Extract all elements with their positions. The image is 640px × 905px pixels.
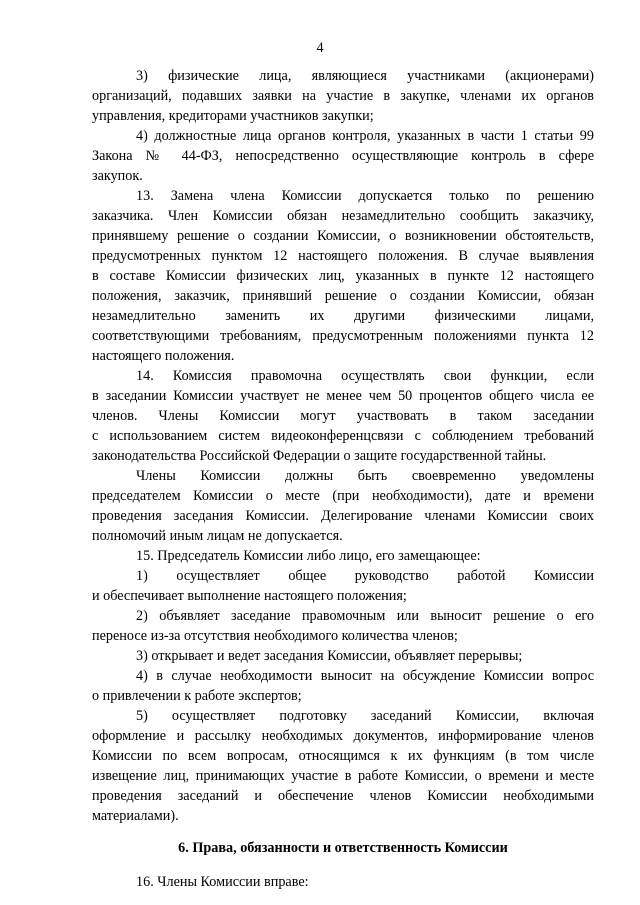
text-line: в составе Комиссии физических лиц, указанных в пункте 12 настоящего	[92, 268, 594, 284]
text-line: положения, заказчик, принявший решение о создании Комиссии, обязан	[92, 288, 594, 304]
text-line: организаций, подавших заявки на участие в закупке, членами их органов	[92, 88, 594, 104]
text-line: Члены Комиссии должны быть своевременно уведомлены	[136, 468, 594, 484]
text-line: 13. Замена члена Комиссии допускается только по решению	[136, 188, 594, 204]
text-line: предусмотренных пунктом 12 настоящего положения. В случае выявления	[92, 248, 594, 264]
text-line: материалами).	[92, 808, 179, 824]
text-line: незамедлительно заменить их другими физическими лицами,	[92, 308, 594, 324]
text-line: 4) в случае необходимости выносит на обсуждение Комиссии вопрос	[136, 668, 594, 684]
text-line: 3) открывает и ведет заседания Комиссии, объявляет перерывы;	[136, 648, 523, 664]
text-line: 1) осуществляет общее руководство работой Комиссии	[136, 568, 594, 584]
text-line: закупок.	[92, 168, 143, 184]
text-line: проведения заседания Комиссии. Делегирование членами Комиссии своих	[92, 508, 594, 524]
text-line: членов. Члены Комиссии могут участвовать в таком заседании	[92, 408, 594, 424]
text-line: соответствующими требованиям, предусмотренным положениями пункта 12	[92, 328, 594, 344]
text-line: законодательства Российской Федерации о защите государственной тайны.	[92, 448, 547, 464]
text-line: настоящего положения.	[92, 348, 235, 364]
text-line: 14. Комиссия правомочна осуществлять свои функции, если	[136, 368, 594, 384]
text-line: о привлечении к работе экспертов;	[92, 688, 302, 704]
text-line: проведения заседаний и обеспечение членов Комиссии необходимыми	[92, 788, 594, 804]
text-line: с использованием систем видеоконференцсвязи с соблюдением требований	[92, 428, 594, 444]
text-line: 4) должностные лица органов контроля, указанных в части 1 статьи 99	[136, 128, 594, 144]
text-line: председателем Комиссии о месте (при необходимости), дате и времени	[92, 488, 594, 504]
text-line: извещение лиц, принимающих участие в работе Комиссии, о времени и месте	[92, 768, 594, 784]
text-line: управления, кредиторами участников закупки;	[92, 108, 374, 124]
text-line: переносе из-за отсутствия необходимого количества членов;	[92, 628, 458, 644]
text-line: и обеспечивает выполнение настоящего положения;	[92, 588, 407, 604]
section-heading: 6. Права, обязанности и ответственность Комиссии	[178, 840, 508, 856]
text-line: Комиссии по всем вопросам, относящимся к их функциям (в том числе	[92, 748, 594, 764]
text-line: полномочий иным лицам не допускается.	[92, 528, 343, 544]
text-line: принявшему решение о создании Комиссии, о возникновении обстоятельств,	[92, 228, 594, 244]
text-line: Закона № 44-ФЗ, непосредственно осуществляющие контроль в сфере	[92, 148, 594, 164]
text-line: 15. Председатель Комиссии либо лицо, его замещающее:	[136, 548, 481, 564]
text-line: 16. Члены Комиссии вправе:	[136, 874, 309, 890]
text-line: 3) физические лица, являющиеся участниками (акционерами)	[136, 68, 594, 84]
text-line: заказчика. Член Комиссии обязан незамедлительно сообщить заказчику,	[92, 208, 594, 224]
text-line: в заседании Комиссии участвует не менее чем 50 процентов общего числа ее	[92, 388, 594, 404]
text-line: оформление и рассылку необходимых документов, информирование членов	[92, 728, 594, 744]
text-line: 5) осуществляет подготовку заседаний Комиссии, включая	[136, 708, 594, 724]
text-line: 2) объявляет заседание правомочным или выносит решение о его	[136, 608, 594, 624]
page-number: 4	[316, 40, 324, 56]
